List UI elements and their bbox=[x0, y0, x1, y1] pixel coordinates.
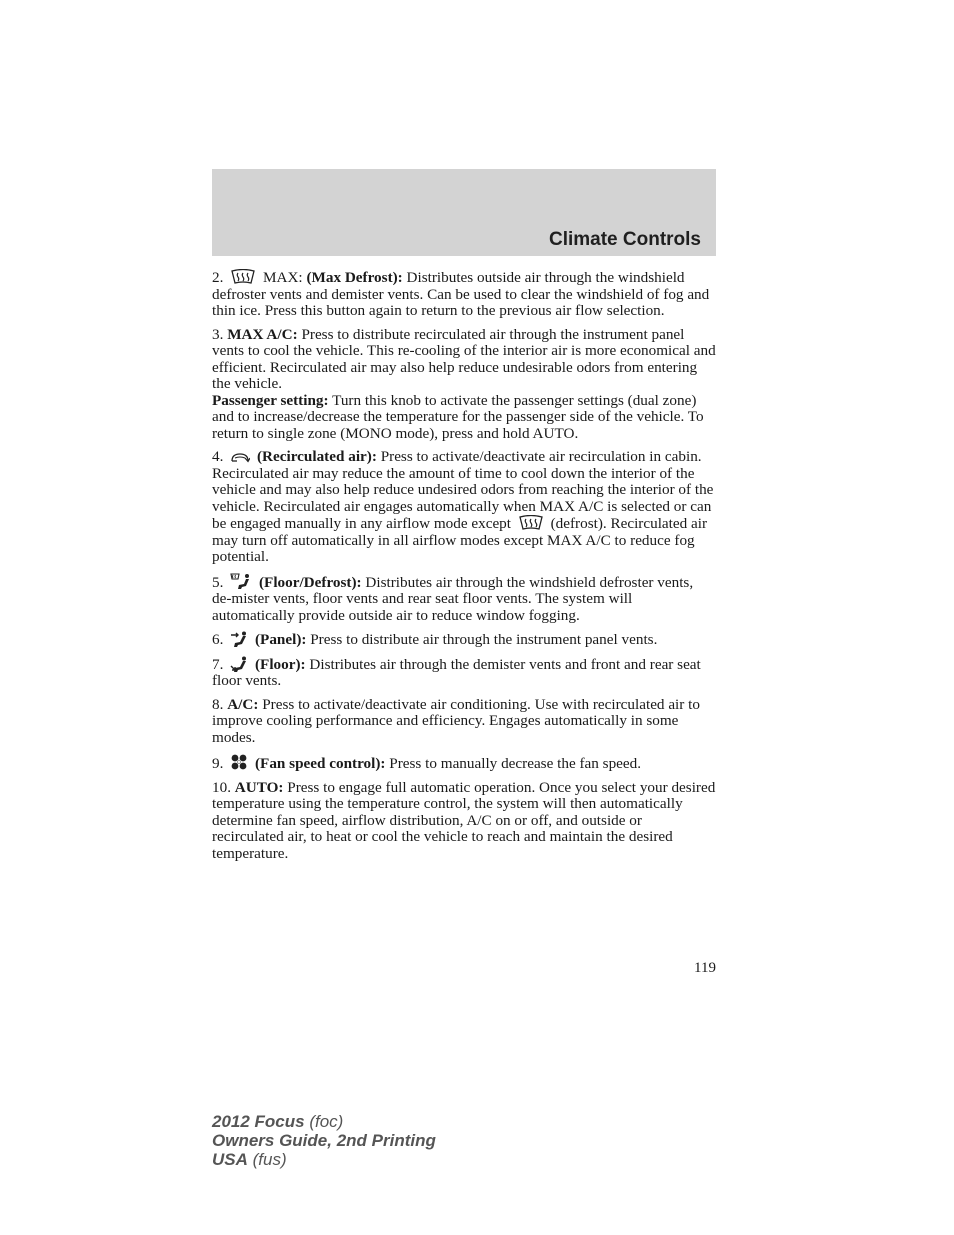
item-fan-speed bbox=[212, 753, 716, 773]
item-text: Press to activate/deactivate air conditioning. Use with recirculated air to improve cooling performance and efficiency. Engages automatically in some modes. bbox=[212, 695, 700, 746]
item-text: (defrost). Recirculated air may turn off automatically in all airflow modes except MAX A/C to reduce fog potential. bbox=[212, 515, 708, 565]
item-title: Passenger setting: bbox=[212, 391, 329, 409]
item-text: Press to engage full automatic operation. Once you select your desired temperature using the temperature control, the system will then automatically determine fan speed, airflow distribution, A/C on or off, and outside or recirculated air, to heat or cool the vehicle to reach and maintain the desired temperature. bbox=[212, 778, 716, 862]
item-recirculated-air bbox=[212, 449, 716, 566]
item-text: Press to manually decrease the fan speed. bbox=[389, 755, 642, 772]
item-ac bbox=[212, 697, 716, 747]
item-title: (Fan speed control): bbox=[254, 755, 386, 772]
footer-line-model: 2012 Focus (foc) bbox=[212, 1112, 344, 1131]
footer-line-region: USA (fus) bbox=[212, 1150, 287, 1169]
item-max-defrost bbox=[212, 269, 716, 320]
floor-vent-icon bbox=[230, 656, 248, 672]
panel-vent-icon bbox=[230, 631, 248, 647]
item-title: (Recirculated air): bbox=[256, 448, 377, 465]
item-text: Distributes air through the demister vents and front and rear seat floor vents. bbox=[212, 655, 701, 689]
item-passenger-setting bbox=[212, 393, 716, 443]
item-number: 8. bbox=[212, 695, 224, 713]
header-band bbox=[212, 169, 716, 256]
recirculated-air-icon bbox=[230, 452, 250, 464]
item-text: Press to distribute recirculated air through the instrument panel vents to cool the vehicle. This re-cooling of the interior air is more economical and efficient. Recirculated air may also help reduce undesirable odors from entering the vehicle. bbox=[212, 325, 716, 392]
item-title: (Floor/Defrost): bbox=[258, 573, 362, 591]
page-content bbox=[212, 269, 716, 869]
item-text: Distributes outside air through the windshield defroster vents and demister vents. Can be used to clear the windshield of fog and thin ice. Press this button again to return to the previous air flow selection. bbox=[212, 269, 710, 319]
mode-label: MAX: bbox=[262, 269, 303, 286]
item-title: (Floor): bbox=[254, 655, 306, 673]
item-panel bbox=[212, 631, 716, 649]
item-title: AUTO: bbox=[234, 778, 284, 796]
item-number: 4. bbox=[212, 448, 224, 465]
item-text: Press to activate/deactivate air recirculation in cabin. Recirculated air may reduce the amount of time to cool down the interior of the vehicle and may also help reduce undesired odors from reaching the interior of the vehicle. Recirculated air engages automatically when MAX A/C is selected or can be engaged manually in any airflow mode except bbox=[212, 448, 714, 532]
item-title: A/C: bbox=[227, 695, 259, 713]
item-title: (Max Defrost): bbox=[306, 269, 403, 286]
item-auto bbox=[212, 780, 716, 863]
section-title: Climate Controls bbox=[548, 229, 701, 250]
item-number: 7. bbox=[212, 655, 224, 673]
item-text: Turn this knob to activate the passenger settings (dual zone) and to increase/decrease the temperature for the passenger side of the vehicle. To return to single zone (MONO mode), press and hold AUTO. bbox=[212, 391, 704, 442]
windshield-defrost-icon bbox=[230, 269, 256, 285]
floor-defrost-icon bbox=[230, 573, 252, 590]
item-number: 5. bbox=[212, 573, 224, 591]
item-number: 2. bbox=[212, 269, 224, 286]
windshield-defrost-icon bbox=[518, 515, 544, 531]
item-floor bbox=[212, 656, 716, 690]
item-title: (Panel): bbox=[254, 631, 307, 648]
footer bbox=[212, 1112, 436, 1169]
item-number: 10. bbox=[212, 778, 231, 796]
fan-icon bbox=[230, 753, 248, 771]
item-text: Distributes air through the windshield defroster vents, de-mister vents, floor vents and rear seat floor vents. The system will automatically provide outside air to reduce window fogging. bbox=[212, 573, 694, 624]
item-number: 6. bbox=[212, 631, 224, 648]
item-number: 9. bbox=[212, 755, 224, 772]
footer-line-edition: Owners Guide, 2nd Printing bbox=[212, 1131, 436, 1150]
item-number: 3. bbox=[212, 325, 224, 343]
item-text: Press to distribute air through the instrument panel vents. bbox=[310, 631, 658, 648]
item-title: MAX A/C: bbox=[227, 325, 298, 343]
item-floor-defrost bbox=[212, 573, 716, 625]
item-max-ac bbox=[212, 327, 716, 393]
page-number: 119 bbox=[694, 960, 716, 976]
